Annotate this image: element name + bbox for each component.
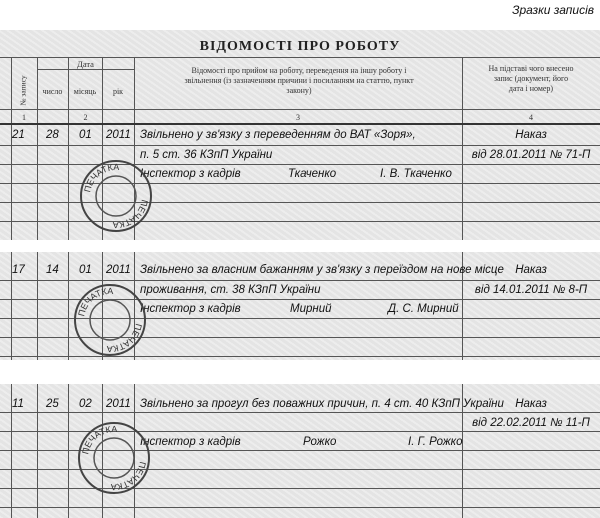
stamp-seal — [76, 420, 152, 496]
record-no: 11 — [12, 398, 24, 410]
inspector-title: Інспектор з кадрів — [140, 303, 241, 315]
record-day: 14 — [46, 264, 59, 276]
basis-doc: Наказ — [515, 264, 547, 276]
signatory-name: І. В. Ткаченко — [380, 168, 452, 180]
record-day: 25 — [46, 398, 59, 410]
header-date: Дата — [77, 59, 94, 69]
record-card-2 — [0, 252, 600, 360]
record-text-line2: п. 5 ст. 36 КЗпП України — [140, 149, 273, 161]
header-day: число — [42, 87, 63, 96]
record-text-line1: Звільнено за прогул без поважних причин, п. 4 ст. 40 КЗпП України — [140, 398, 504, 410]
record-text-line1: Звільнено за власним бажанням у зв'язку з переїздом на нове місце — [140, 264, 504, 276]
record-card-3 — [0, 384, 600, 518]
record-month: 01 — [79, 264, 92, 276]
colnum-4: 4 — [529, 113, 533, 122]
stamp-text-2: ПЕЧАТКА — [110, 460, 148, 493]
signatory-name: І. Г. Рожко — [408, 436, 463, 448]
stamp-text: ПЕЧАТКА — [76, 285, 114, 318]
basis-ref: від 14.01.2011 № 8-П — [474, 284, 588, 296]
colnum-2: 2 — [83, 113, 88, 122]
basis-doc: Наказ — [515, 398, 547, 410]
record-no: 21 — [12, 129, 25, 141]
record-day: 28 — [46, 129, 59, 141]
record-year: 2011 — [106, 129, 131, 141]
record-month: 02 — [79, 398, 92, 410]
record-no: 17 — [12, 264, 25, 276]
record-month: 01 — [79, 129, 92, 141]
basis-ref: від 28.01.2011 № 71-П — [471, 149, 591, 161]
record-text-line2: проживання, ст. 38 КЗпП України — [140, 284, 321, 296]
record-card-1 — [0, 30, 600, 240]
record-year: 2011 — [106, 264, 131, 276]
signature: Ткаченко — [288, 168, 337, 180]
stamp-text: ПЕЧАТКА — [82, 161, 120, 194]
signature: Рожко — [303, 436, 337, 448]
signatory-name: Д. С. Мирний — [388, 303, 459, 315]
colnum-1: 1 — [22, 113, 26, 122]
stamp-seal — [78, 158, 154, 234]
header-month: місяць — [73, 87, 97, 96]
basis-doc: Наказ — [515, 129, 547, 141]
page-caption: Зразки записів — [512, 3, 594, 17]
header-basis: На підставі чого внесено запис (документ, його дата і номер) — [488, 64, 574, 93]
signature: Мирний — [290, 303, 332, 315]
header-year: рік — [112, 87, 124, 96]
colnum-3: 3 — [296, 113, 300, 122]
stamp-seal — [72, 282, 148, 358]
stamp-text-2: ПЕЧАТКА — [106, 322, 144, 355]
inspector-title: Інспектор з кадрів — [140, 168, 241, 180]
inspector-title: Інспектор з кадрів — [140, 436, 241, 448]
form-title: ВІДОМОСТІ ПРО РОБОТУ — [199, 39, 401, 54]
record-text-line1: Звільнено у зв'язку з переведенням до ВАТ «Зоря», — [140, 129, 416, 141]
stamp-text: ПЕЧАТКА — [80, 423, 118, 456]
header-info: Відомості про прийом на роботу, переведення на іншу роботу і звільнення (із зазначенням причини і посиланням на статтю, пункт закону) — [184, 66, 414, 95]
basis-ref: від 22.02.2011 № 11-П — [472, 417, 590, 429]
record-year: 2011 — [106, 398, 131, 410]
stamp-text-2: ПЕЧАТКА — [112, 198, 150, 231]
header-record-no: № запису — [18, 75, 28, 106]
